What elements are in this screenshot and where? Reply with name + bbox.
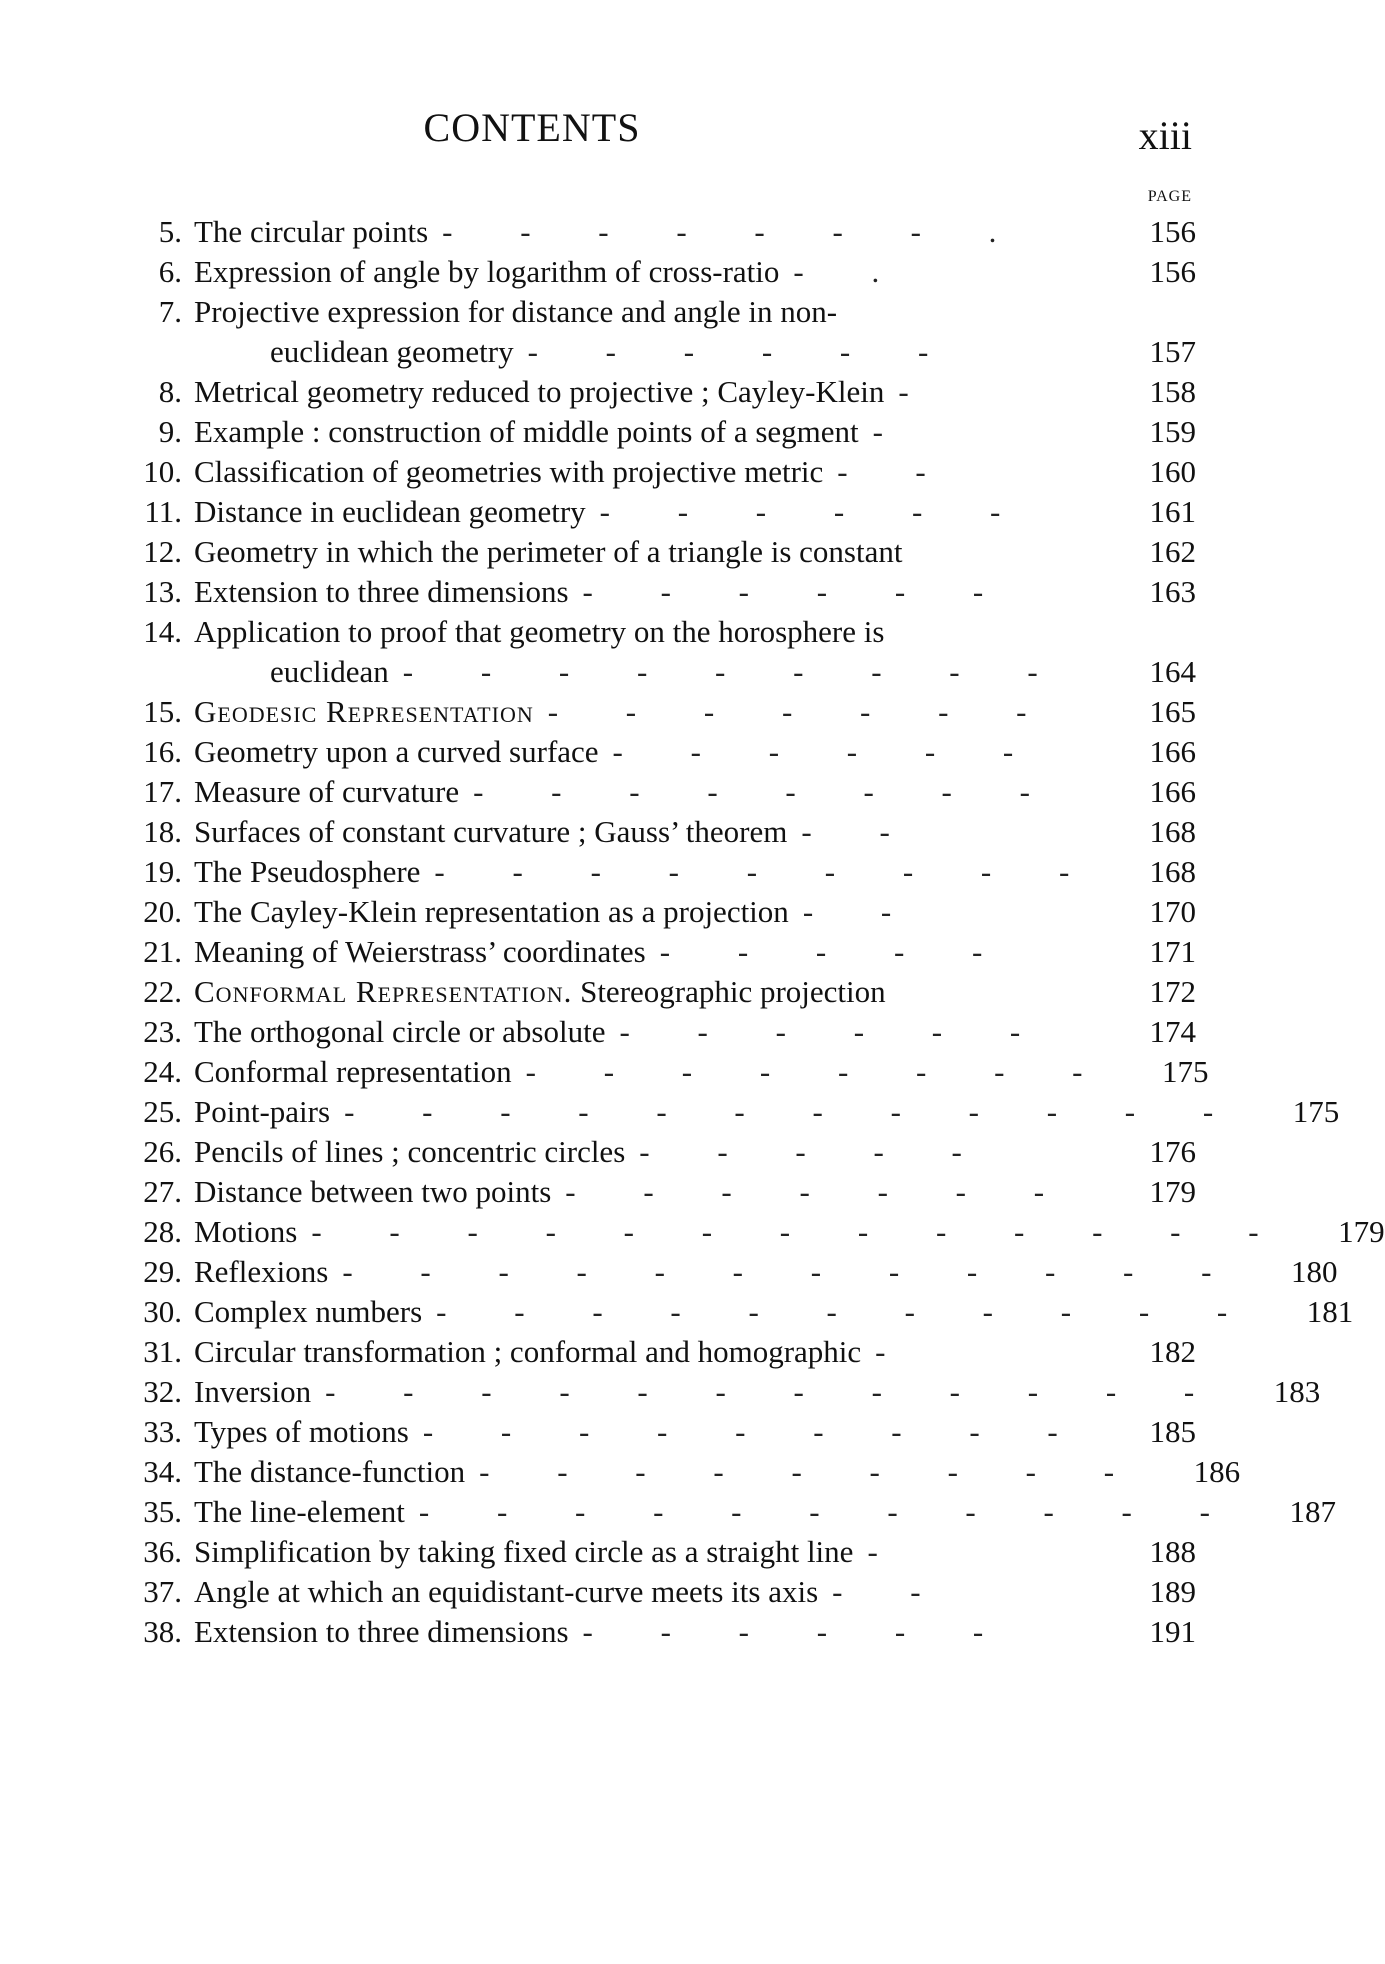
entry-title-continued: euclidean geometry [270, 334, 514, 369]
entry-number: 15. [143, 694, 182, 729]
toc-entry-31 [100, 1492, 1336, 1532]
page-number: 188 [1149, 1534, 1196, 1569]
entry-title: Reflexions [194, 1254, 329, 1289]
page-number: 166 [1149, 734, 1196, 769]
dot-leader: - - - - - - - [565, 1174, 1075, 1209]
dot-leader: - - - - - - - - - [434, 854, 1100, 889]
entry-line [194, 532, 1196, 572]
entry-body [182, 612, 1196, 692]
entry-title: Extension to three dimensions [194, 1614, 569, 1649]
dot-leader: - - - - - - - - - [422, 1414, 1088, 1449]
entry-body [182, 532, 1196, 572]
page-number: 162 [1149, 534, 1196, 569]
toc-entry-16 [100, 892, 1196, 932]
toc-entry-1 [100, 212, 1196, 252]
entry-line [194, 1372, 1320, 1412]
page-number: 183 [1273, 1374, 1321, 1409]
entry-line [194, 292, 1196, 332]
entry-body [182, 492, 1196, 532]
entry-number: 5. [158, 214, 182, 249]
entry-body [182, 732, 1196, 772]
entry-line [194, 772, 1196, 812]
entry-line [194, 572, 1196, 612]
dot-leader: - - - - - - - - [473, 774, 1060, 809]
entry-title: Distance in euclidean geometry [194, 494, 586, 529]
page-number: 175 [1292, 1094, 1340, 1129]
entry-number: 19. [143, 854, 182, 889]
entry-title-continued: euclidean [270, 654, 389, 689]
entry-body [182, 812, 1196, 852]
toc-entry-29 [100, 1412, 1196, 1452]
toc-entry-4 [100, 372, 1196, 412]
entry-title: The Pseudosphere [194, 854, 421, 889]
entry-line [194, 1132, 1196, 1172]
dot-leader: - - - - - - [612, 734, 1044, 769]
page-number: 191 [1149, 1614, 1196, 1649]
entry-title: Surfaces of constant curvature ; Gauss’ theorem [194, 814, 788, 849]
entry-body [182, 1292, 1353, 1332]
toc-entry-34 [100, 1612, 1196, 1652]
toc-entry-15 [100, 852, 1196, 892]
toc-entry-11 [100, 692, 1196, 732]
page-number: 160 [1149, 454, 1196, 489]
toc-entry-10 [100, 612, 1196, 692]
dot-leader: - - - - - - - - - - - [418, 1494, 1240, 1529]
toc-entry-22 [100, 1132, 1196, 1172]
entry-number: 12. [143, 534, 182, 569]
entry-line [194, 852, 1196, 892]
entry-body [182, 252, 1196, 292]
entry-body [182, 892, 1196, 932]
entry-number: 21. [143, 934, 182, 969]
folio: xiii [1138, 113, 1192, 158]
toc-entry-17 [100, 932, 1196, 972]
entry-body [182, 372, 1196, 412]
page-number: 163 [1149, 574, 1196, 609]
entry-number: 16. [143, 734, 182, 769]
page-number: 159 [1149, 414, 1196, 449]
dot-leader: - - - - - - - - - [402, 654, 1068, 689]
entry-title: The circular points [194, 214, 429, 249]
entry-number: 17. [143, 774, 182, 809]
entry-line [194, 1412, 1196, 1452]
entry-number: 10. [143, 454, 182, 489]
page-number: 189 [1149, 1574, 1196, 1609]
entry-body [182, 1572, 1196, 1612]
entry-title: Expression of angle by logarithm of cross-ratio [194, 254, 780, 289]
entry-line [194, 1092, 1339, 1132]
dot-leader: - - - - - - - - - - - - - [311, 1214, 1289, 1249]
toc-entry-20 [100, 1052, 1209, 1092]
dot-leader: - - [837, 454, 956, 489]
page-number: 180 [1290, 1254, 1338, 1289]
page-number: 174 [1149, 1014, 1196, 1049]
page-number: 171 [1149, 934, 1196, 969]
entry-line [194, 972, 1196, 1012]
entry-title: The Cayley-Klein representation as a projection [194, 894, 789, 929]
toc-entry-32 [100, 1532, 1196, 1572]
entry-line [194, 732, 1196, 772]
entry-line [194, 1452, 1240, 1492]
dot-leader: - - - - - - [619, 1014, 1051, 1049]
entry-body [182, 1372, 1320, 1412]
toc-entry-2 [100, 252, 1196, 292]
entry-title: The orthogonal circle or absolute [194, 1014, 606, 1049]
toc-entry-12 [100, 732, 1196, 772]
entry-title [194, 972, 886, 1012]
entry-title: Angle at which an equidistant-curve meets its axis [194, 1574, 819, 1609]
entry-body [182, 692, 1196, 732]
entry-body [182, 852, 1196, 892]
entry-number: 30. [143, 1294, 182, 1329]
page-number: 168 [1149, 814, 1196, 849]
entry-title: The line-element [194, 1494, 405, 1529]
page-number: 161 [1149, 494, 1196, 529]
toc-entry-3 [100, 292, 1196, 372]
entry-title: Conformal representation [194, 1054, 512, 1089]
entry-body [182, 1332, 1196, 1372]
dot-leader: - [875, 1334, 916, 1369]
entry-number: 13. [143, 574, 182, 609]
entry-line [194, 812, 1196, 852]
entry-line [194, 212, 1196, 252]
dot-leader: - - - - - [659, 934, 1013, 969]
dot-leader: - - - - - - [582, 1614, 1014, 1649]
dot-leader: - - - - - [639, 1134, 992, 1169]
entry-title: Projective expression for distance and angle in non- [194, 294, 838, 329]
toc-entry-8 [100, 532, 1196, 572]
entry-line [194, 1172, 1196, 1212]
dot-leader: - - - - - - - - - [479, 1454, 1145, 1489]
entry-title: Geodesic Representation [194, 694, 534, 729]
page-number: 182 [1149, 1334, 1196, 1369]
page-number: 165 [1149, 694, 1196, 729]
toc-entry-25 [100, 1252, 1338, 1292]
entry-body [182, 452, 1196, 492]
entry-body [182, 1132, 1196, 1172]
dot-leader: - - - - - - - - [525, 1054, 1113, 1089]
entry-number: 20. [143, 894, 182, 929]
entry-number: 27. [143, 1174, 182, 1209]
entry-line [194, 1612, 1196, 1652]
entry-title: Geometry in which the perimeter of a triangle is constant [194, 534, 903, 569]
entry-number: 37. [143, 1574, 182, 1609]
entry-body [182, 1012, 1196, 1052]
dot-leader: - - - - - - [527, 334, 959, 369]
dot-leader: - [898, 374, 939, 409]
page-number: 176 [1149, 1134, 1196, 1169]
entry-number: 38. [143, 1614, 182, 1649]
entry-line-continued [194, 652, 1196, 692]
entry-title: Measure of curvature [194, 774, 460, 809]
entry-number: 22. [143, 974, 182, 1009]
dot-leader: - - [801, 814, 920, 849]
toc-entry-5 [100, 412, 1196, 452]
entry-number: 28. [143, 1214, 182, 1249]
entry-number: 11. [144, 494, 182, 529]
entry-title: Distance between two points [194, 1174, 552, 1209]
toc-entry-21 [100, 1092, 1340, 1132]
toc-entry-19 [100, 1012, 1196, 1052]
entry-number: 18. [143, 814, 182, 849]
page-number: 158 [1149, 374, 1196, 409]
entry-title-smallcaps: Conformal Representation. [194, 974, 573, 1009]
entry-number: 7. [158, 294, 182, 329]
entry-line [194, 1212, 1385, 1252]
entry-number: 6. [158, 254, 182, 289]
entry-line [194, 452, 1196, 492]
entry-line [194, 892, 1196, 932]
entry-number: 23. [143, 1014, 182, 1049]
entry-body [182, 1092, 1339, 1132]
dot-leader: - - [802, 894, 922, 929]
toc-entry-9 [100, 572, 1196, 612]
entry-title: Example : construction of middle points of a segment [194, 414, 859, 449]
page-number: 156 [1149, 254, 1196, 289]
entry-line [194, 1052, 1209, 1092]
entry-body [182, 1212, 1385, 1252]
entry-body [182, 1412, 1196, 1452]
entry-title: Inversion [194, 1374, 312, 1409]
page-number: 185 [1149, 1414, 1196, 1449]
toc-entry-23 [100, 1172, 1196, 1212]
table-of-contents [100, 212, 1385, 1652]
entry-title: The distance-function [194, 1454, 466, 1489]
entry-number: 34. [143, 1454, 182, 1489]
toc-entry-7 [100, 492, 1196, 532]
entry-title: Motions [194, 1214, 298, 1249]
entry-line [194, 932, 1196, 972]
entry-body [182, 1612, 1196, 1652]
entry-body [182, 292, 1196, 372]
entry-title: Types of motions [194, 1414, 409, 1449]
dot-leader: - - [832, 1574, 951, 1609]
toc-entry-30 [100, 1452, 1241, 1492]
page-number: 175 [1162, 1054, 1209, 1089]
entry-title: Extension to three dimensions [194, 574, 569, 609]
dot-leader: - - - - - - - - - - - - [342, 1254, 1242, 1289]
entry-number: 24. [143, 1054, 182, 1089]
running-title: CONTENTS [423, 105, 641, 150]
dot-leader: - - - - - - - - - - - [436, 1294, 1258, 1329]
toc-entry-18 [100, 972, 1196, 1012]
entry-line [194, 692, 1196, 732]
dot-leader: - - - - - - - - - - - - [325, 1374, 1225, 1409]
page-column-header: PAGE [1147, 188, 1192, 205]
entry-line [194, 1492, 1336, 1532]
entry-body [182, 1052, 1209, 1092]
entry-number: 33. [143, 1414, 182, 1449]
entry-title: Application to proof that geometry on the horosphere is [194, 614, 885, 649]
page-number: 179 [1149, 1174, 1196, 1209]
page-number: 181 [1306, 1294, 1354, 1329]
toc-entry-24 [100, 1212, 1385, 1252]
page-number: 164 [1149, 654, 1196, 689]
entry-line [194, 1292, 1353, 1332]
entry-number: 14. [143, 614, 182, 649]
entry-number: 9. [158, 414, 182, 449]
page-number: 166 [1149, 774, 1196, 809]
entry-line [194, 612, 1196, 652]
page-number: 179 [1338, 1214, 1385, 1249]
dot-leader: - . [793, 254, 910, 289]
entry-line [194, 252, 1196, 292]
entry-number: 35. [143, 1494, 182, 1529]
entry-number: 32. [143, 1374, 182, 1409]
entry-title: Metrical geometry reduced to projective ; Cayley-Klein [194, 374, 885, 409]
entry-line [194, 1572, 1196, 1612]
dot-leader: - [867, 1534, 908, 1569]
toc-entry-14 [100, 812, 1196, 852]
dot-leader: - - - - - - - . [442, 214, 1027, 249]
page-number: 157 [1149, 334, 1196, 369]
entry-title: Classification of geometries with projective metric [194, 454, 824, 489]
entry-line [194, 372, 1196, 412]
page-number: 187 [1289, 1494, 1336, 1529]
entry-body [182, 212, 1196, 252]
entry-title: Pencils of lines ; concentric circles [194, 1134, 626, 1169]
entry-number: 36. [143, 1534, 182, 1569]
entry-body [182, 972, 1196, 1012]
entry-body [182, 772, 1196, 812]
entry-body [182, 1252, 1337, 1292]
entry-body [182, 1452, 1240, 1492]
entry-body [182, 1492, 1336, 1532]
page-number: 170 [1149, 894, 1196, 929]
toc-entry-28 [100, 1372, 1321, 1412]
entry-number: 29. [143, 1254, 182, 1289]
entry-body [182, 572, 1196, 612]
entry-body [182, 1532, 1196, 1572]
entry-line [194, 412, 1196, 452]
entry-number: 31. [143, 1334, 182, 1369]
entry-line [194, 1252, 1337, 1292]
entry-title: Geometry upon a curved surface [194, 734, 599, 769]
entry-number: 8. [158, 374, 182, 409]
page-number: 156 [1149, 214, 1196, 249]
entry-number: 26. [143, 1134, 182, 1169]
entry-line [194, 1012, 1196, 1052]
entry-body [182, 1172, 1196, 1212]
entry-title: Complex numbers [194, 1294, 423, 1329]
entry-title: Simplification by taking fixed circle as a straight line [194, 1534, 854, 1569]
entry-line-continued [194, 332, 1196, 372]
toc-entry-6 [100, 452, 1196, 492]
dot-leader: - - - - - - - - - - - - [344, 1094, 1244, 1129]
entry-title-rest: Stereographic projection [580, 974, 886, 1009]
dot-leader: - - - - - - [599, 494, 1031, 529]
entry-body [182, 412, 1196, 452]
dot-leader: - - - - - - [582, 574, 1014, 609]
dot-leader: - - - - - - - [547, 694, 1057, 729]
entry-title: Circular transformation ; conformal and homographic [194, 1334, 862, 1369]
toc-entry-26 [100, 1292, 1354, 1332]
entry-title: Meaning of Weierstrass’ coordinates [194, 934, 646, 969]
entry-number: 25. [143, 1094, 182, 1129]
toc-entry-13 [100, 772, 1196, 812]
entry-body [182, 932, 1196, 972]
entry-line [194, 1532, 1196, 1572]
page-number: 172 [1149, 974, 1196, 1009]
toc-entry-33 [100, 1572, 1196, 1612]
page-number: 168 [1149, 854, 1196, 889]
entry-title: Point-pairs [194, 1094, 331, 1129]
entry-line [194, 492, 1196, 532]
toc-entry-27 [100, 1332, 1196, 1372]
page-number: 186 [1193, 1454, 1241, 1489]
entry-line [194, 1332, 1196, 1372]
dot-leader: - [872, 414, 913, 449]
